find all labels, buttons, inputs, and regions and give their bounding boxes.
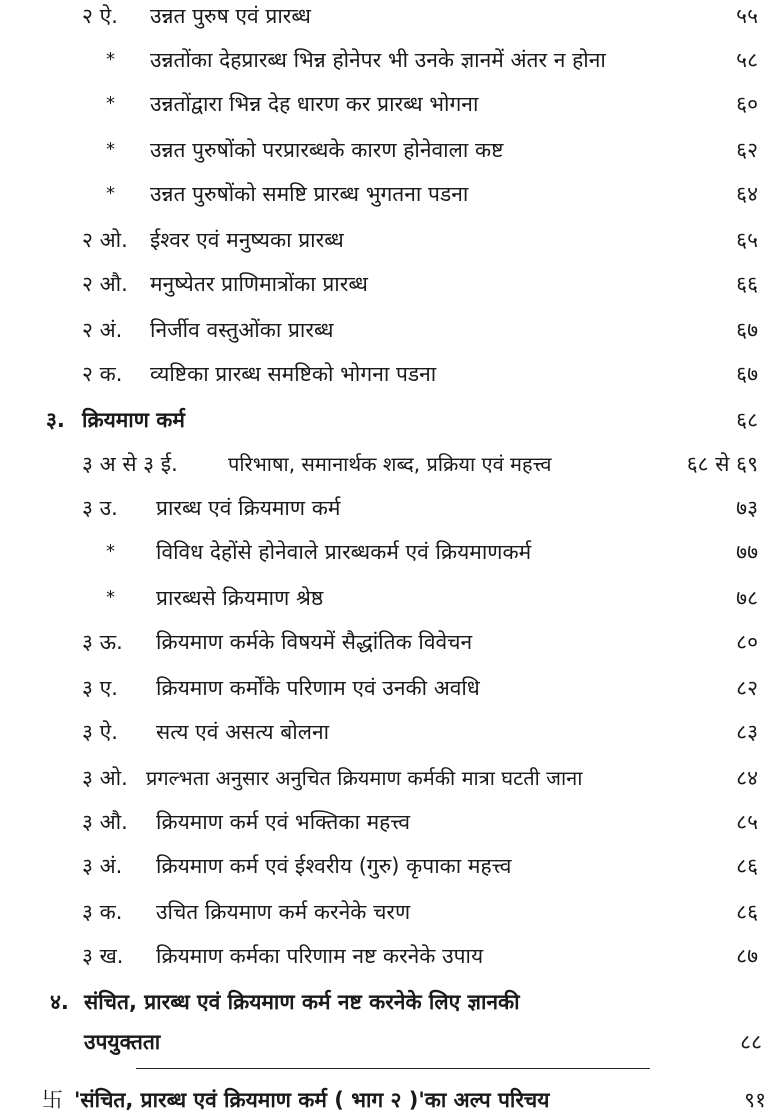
entry-page: ७३	[736, 496, 758, 520]
entry-number: ३ औ.	[82, 810, 128, 834]
entry-title: मनुष्येतर प्राणिमात्रोंका प्रारब्ध	[150, 272, 368, 296]
toc-entry	[0, 936, 780, 976]
entry-number: ३ ए.	[82, 676, 118, 700]
entry-title: क्रियमाण कर्मका परिणाम नष्ट करनेके उपाय	[156, 944, 484, 968]
entry-page: ६७	[736, 318, 758, 342]
chapter-title-line2: उपयुक्तता	[84, 1030, 161, 1054]
toc-footer-entry	[0, 1080, 780, 1120]
entry-page: ८०	[736, 630, 758, 654]
toc-chapter	[0, 400, 780, 440]
entry-page: ८५	[736, 810, 758, 834]
entry-number: ३ क.	[82, 900, 123, 924]
toc-entry	[0, 846, 780, 886]
toc-entry	[0, 444, 780, 484]
entry-number: ३ उ.	[82, 496, 118, 520]
entry-title: सत्य एवं असत्य बोलना	[156, 720, 330, 744]
toc-entry	[0, 0, 780, 36]
entry-number: ३ अं.	[82, 854, 123, 878]
entry-page: ६४	[736, 182, 758, 206]
entry-page: ८६	[736, 900, 758, 924]
bullet-star-icon: *	[106, 183, 115, 204]
toc-entry	[0, 220, 780, 260]
entry-number: २ क.	[82, 362, 123, 386]
entry-title: विविध देहोंसे होनेवाले प्रारब्धकर्म एवं क्रियमाणकर्म	[156, 540, 532, 564]
entry-page: ६२	[736, 138, 758, 162]
entry-page: ८२	[736, 676, 758, 700]
entry-title: उन्नतोंका देहप्रारब्ध भिन्न होनेपर भी उनके ज्ञानमें अंतर न होना	[150, 48, 606, 72]
toc-chapter	[0, 982, 780, 1022]
bullet-star-icon: *	[106, 93, 115, 114]
entry-page: ८४	[736, 766, 758, 790]
entry-number: २ ओ.	[82, 228, 128, 252]
bullet-star-icon: *	[106, 587, 115, 608]
chapter-number: ४.	[50, 990, 69, 1014]
entry-number: ३ ख.	[82, 944, 124, 968]
entry-number: ३ अ से ३ ई.	[82, 452, 178, 476]
bullet-star-icon: *	[106, 139, 115, 160]
chapter-title-line1: संचित, प्रारब्ध एवं क्रियमाण कर्म नष्ट करनेके लिए ज्ञानकी	[84, 990, 520, 1014]
chapter-title: क्रियमाण कर्म	[82, 408, 185, 432]
entry-title: उचित क्रियमाण कर्म करनेके चरण	[156, 900, 411, 924]
entry-title: क्रियमाण कर्मोंके परिणाम एवं उनकी अवधि	[156, 676, 480, 700]
entry-page: ६०	[736, 92, 758, 116]
toc-entry	[0, 892, 780, 932]
entry-title: परिभाषा, समानार्थक शब्द, प्रक्रिया एवं महत्त्व	[228, 452, 552, 476]
toc-entry	[0, 532, 780, 572]
entry-page: ६६	[736, 272, 758, 296]
entry-page: ६८ से ६९	[686, 452, 758, 476]
entry-title: प्रारब्धसे क्रियमाण श्रेष्ठ	[156, 586, 324, 610]
toc-chapter-continued	[0, 1022, 780, 1062]
entry-title: क्रियमाण कर्म एवं ईश्वरीय (गुरु) कृपाका महत्त्व	[156, 854, 512, 878]
entry-page: ६७	[736, 362, 758, 386]
entry-title: क्रियमाण कर्मके विषयमें सैद्धांतिक विवेचन	[156, 630, 473, 654]
entry-page: ५५	[736, 4, 758, 28]
entry-page: ६८	[736, 408, 758, 432]
toc-entry	[0, 622, 780, 662]
entry-title: उन्नत पुरुषोंको समष्टि प्रारब्ध भुगतना पडना	[150, 182, 469, 206]
swastika-icon: 卐	[42, 1088, 63, 1112]
section-divider	[136, 1068, 650, 1069]
toc-entry	[0, 712, 780, 752]
entry-title: प्रगल्भता अनुसार अनुचित क्रियमाण कर्मकी मात्रा घटती जाना	[146, 766, 583, 790]
toc-entry	[0, 668, 780, 708]
entry-title: ईश्वर एवं मनुष्यका प्रारब्ध	[150, 228, 344, 252]
entry-page: ७७	[736, 540, 758, 564]
entry-title: व्यष्टिका प्रारब्ध समष्टिको भोगना पडना	[150, 362, 437, 386]
toc-entry	[0, 802, 780, 842]
entry-page: ५८	[736, 48, 758, 72]
entry-number: ३ ऐ.	[82, 720, 118, 744]
entry-number: २ अं.	[82, 318, 123, 342]
entry-number: २ औ.	[82, 272, 128, 296]
entry-number: ३ ओ.	[82, 766, 128, 790]
toc-entry	[0, 488, 780, 528]
entry-number: ३ ऊ.	[82, 630, 123, 654]
entry-title: प्रारब्ध एवं क्रियमाण कर्म	[156, 496, 341, 520]
entry-title: निर्जीव वस्तुओंका प्रारब्ध	[150, 318, 334, 342]
toc-entry	[0, 40, 780, 80]
toc-entry	[0, 130, 780, 170]
bullet-star-icon: *	[106, 541, 115, 562]
toc-entry	[0, 310, 780, 350]
toc-entry	[0, 758, 780, 798]
entry-page: ८३	[736, 720, 758, 744]
toc-entry	[0, 84, 780, 124]
toc-entry	[0, 264, 780, 304]
entry-title: क्रियमाण कर्म एवं भक्तिका महत्त्व	[156, 810, 411, 834]
toc-entry	[0, 174, 780, 214]
entry-title: उन्नतोंद्वारा भिन्न देह धारण कर प्रारब्ध भोगना	[150, 92, 479, 116]
entry-number: २ ऐ.	[82, 4, 118, 28]
footer-entry-title: 'संचित, प्रारब्ध एवं क्रियमाण कर्म ( भाग २ )'का अल्प परिचय	[74, 1088, 550, 1112]
entry-page: ८८	[740, 1030, 762, 1054]
entry-page: ७८	[736, 586, 758, 610]
toc-entry	[0, 578, 780, 618]
entry-page: ६५	[736, 228, 758, 252]
chapter-number: ३.	[46, 408, 65, 432]
toc-entry	[0, 354, 780, 394]
entry-title: उन्नत पुरुषोंको परप्रारब्धके कारण होनेवाला कष्ट	[150, 138, 504, 162]
entry-title: उन्नत पुरुष एवं प्रारब्ध	[150, 4, 311, 28]
entry-page: ८७	[736, 944, 758, 968]
entry-page: ९१	[744, 1088, 766, 1112]
entry-page: ८६	[736, 854, 758, 878]
bullet-star-icon: *	[106, 49, 115, 70]
